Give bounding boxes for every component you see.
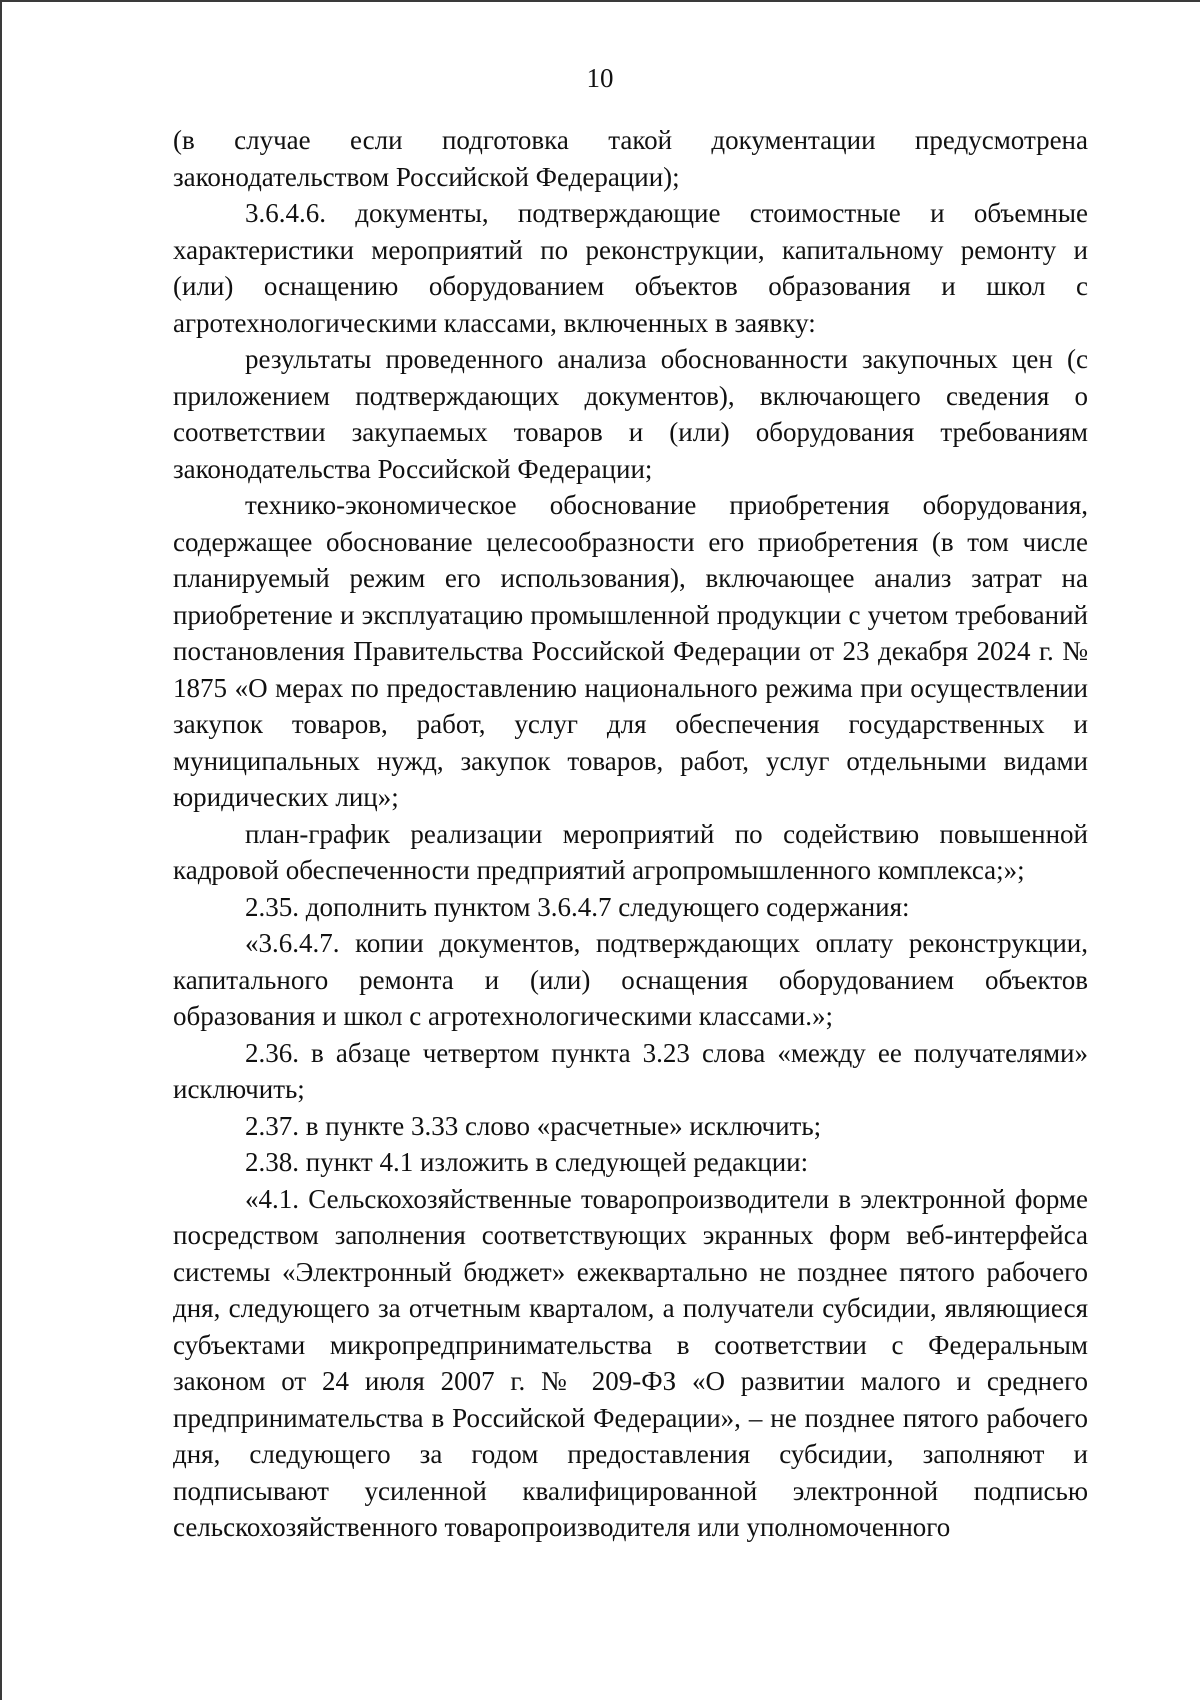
paragraph-price-analysis: результаты проведенного анализа обоснованности закупочных цен (с приложением подтверждающих документов), включающего сведения о соответствии закупаемых товаров и (или) оборудования требованиям законодательства Российской Федерации; <box>173 344 1088 484</box>
page-number: 10 <box>586 63 614 93</box>
paragraph-3-6-4-6: 3.6.4.6. документы, подтверждающие стоимостные и объемные характеристики мероприятий по реконструкции, капитальному ремонту и (или) оснащению оборудованием объектов образования и школ с агротехнологическими классами, включенных в заявку: <box>173 198 1088 338</box>
paragraph-feasibility-study: технико-экономическое обоснование приобретения оборудования, содержащее обоснование целесообразности его приобретения (в том числе планируемый режим его использования), включающее анализ затрат на приобретение и эксплуатацию промышленной продукции с учетом требований постановления Правительства Российской Федерации от 23 декабря 2024 г. № 1875 «О мерах по предоставлению национального режима при осуществлении закупок товаров, работ, услуг для обеспечения государственных и муниципальных нужд, закупок товаров, работ, услуг отдельными видами юридических лиц»; <box>173 490 1088 812</box>
document-body <box>173 122 1088 1546</box>
paragraph-2-35: 2.35. дополнить пунктом 3.6.4.7 следующего содержания: <box>245 891 910 922</box>
paragraph-continuation: (в случае если подготовка такой документации предусмотрена законодательством Российской Федерации); <box>173 125 1088 192</box>
paragraph-3-6-4-7: «3.6.4.7. копии документов, подтверждающих оплату реконструкции, капитального ремонта и (или) оснащения оборудованием объектов образования и школ с агротехнологическими классами.»; <box>173 928 1088 1031</box>
paragraph-staffing-plan: план-график реализации мероприятий по содействию повышенной кадровой обеспеченности предприятий агропромышленного комплекса;»; <box>173 818 1088 885</box>
paragraph-2-38: 2.38. пункт 4.1 изложить в следующей редакции: <box>245 1147 809 1177</box>
paragraph-4-1: «4.1. Сельскохозяйственные товаропроизводители в электронной форме посредством заполнения соответствующих экранных форм веб-интерфейса системы «Электронный бюджет» ежеквартально не позднее пятого рабочего дня, следующего за отчетным кварталом, а получатели субсидии, являющиеся субъектами микропредпринимательства в соответствии с Федеральным законом от 24 июля 2007 г. № 209-ФЗ «О развитии малого и среднего предпринимательства в Российской Федерации», – не позднее пятого рабочего дня, следующего за годом предоставления субсидии, заполняют и подписывают усиленной квалифицированной электронной подписью сельскохозяйственного товаропроизводителя или уполномоченного <box>173 1183 1088 1542</box>
paragraph-2-37: 2.37. в пункте 3.33 слово «расчетные» исключить; <box>245 1110 822 1141</box>
paragraph-2-36: 2.36. в абзаце четвертом пункта 3.23 слова «между ее получателями» исключить; <box>173 1037 1088 1104</box>
